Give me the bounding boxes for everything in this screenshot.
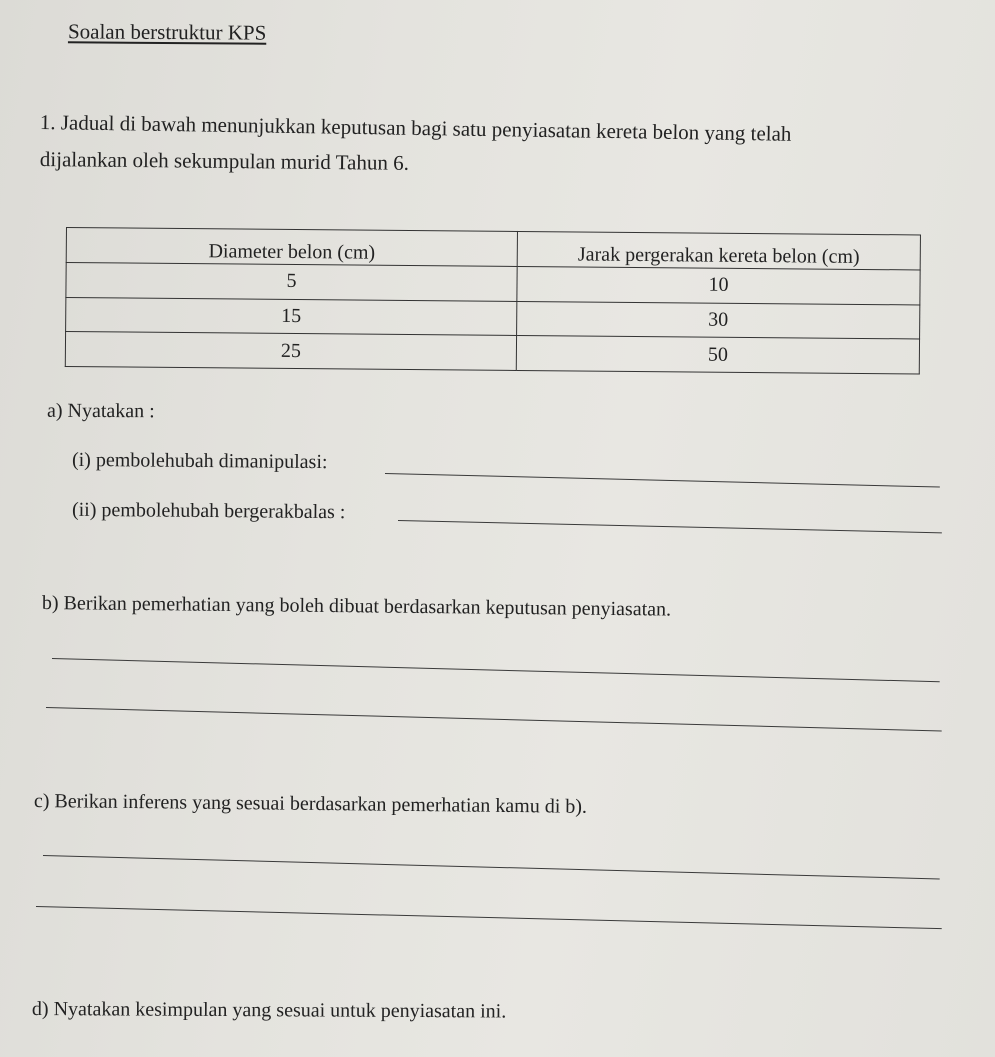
answer-line-a-i[interactable] — [385, 473, 940, 488]
results-table — [65, 227, 921, 374]
answer-line-b-2[interactable] — [46, 707, 942, 731]
table-cell-distance: 30 — [517, 301, 920, 339]
answer-line-b-1[interactable] — [52, 658, 940, 682]
table-cell-diameter: 5 — [66, 262, 517, 301]
worksheet-heading: Soalan berstruktur KPS — [67, 19, 267, 45]
question-a-ii-label: (ii) pembolehubah bergerakbalas : — [71, 498, 346, 524]
question-1-intro-line-2: dijalankan oleh sekumpulan murid Tahun 6. — [39, 147, 410, 175]
table-cell-diameter: 15 — [66, 297, 517, 336]
table-row — [65, 332, 919, 374]
table-header-diameter: Diameter belon (cm) — [66, 228, 517, 267]
question-a-label: a) Nyatakan : — [46, 399, 155, 423]
question-c-label: c) Berikan inferens yang sesuai berdasarkan pemerhatian kamu di b). — [33, 790, 588, 818]
question-1-intro-line-1: 1. Jadual di bawah menunjukkan keputusan bagi satu penyiasatan kereta belon yang telah — [39, 110, 792, 146]
table-cell-distance: 10 — [517, 266, 920, 304]
table-header-distance: Jarak pergerakan kereta belon (cm) — [517, 231, 920, 269]
table-cell-distance: 50 — [516, 336, 919, 374]
question-b-label: b) Berikan pemerhatian yang boleh dibuat berdasarkan keputusan penyiasatan. — [41, 592, 672, 621]
table-cell-diameter: 25 — [65, 332, 516, 371]
answer-line-c-2[interactable] — [36, 906, 942, 929]
question-a-i-label: (i) pembolehubah dimanipulasi: — [71, 448, 328, 474]
answer-line-a-ii[interactable] — [398, 520, 942, 533]
answer-line-c-1[interactable] — [43, 855, 940, 879]
question-d-label: d) Nyatakan kesimpulan yang sesuai untuk penyiasatan ini. — [31, 998, 507, 1023]
